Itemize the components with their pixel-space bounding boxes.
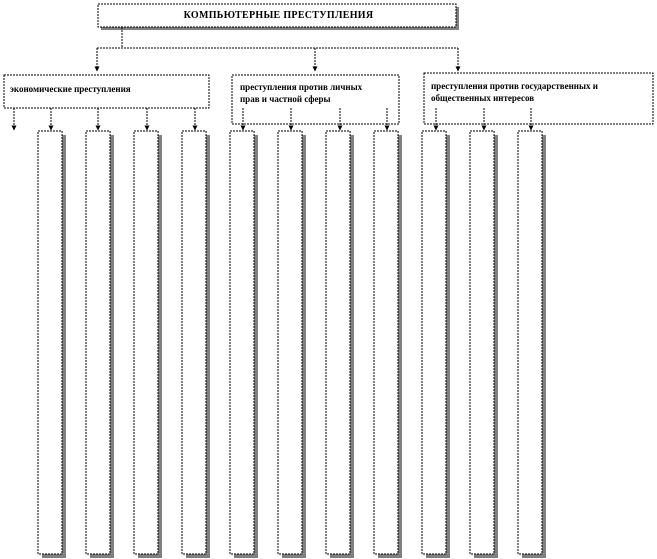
leaf-column [278,131,306,558]
category-label-economic: экономические преступления [10,84,131,94]
leaf-columns [38,131,546,558]
leaf-column [86,131,114,558]
category-label-state: преступления против государственных и общественных интересов [431,81,598,103]
leaf-column [38,131,66,558]
root-connectors [97,27,458,71]
leaf-column [326,131,354,558]
root-title: КОМПЬЮТЕРНЫЕ ПРЕСТУПЛЕНИЯ [183,10,374,21]
leaf-column [374,131,402,558]
leaf-column [470,131,498,558]
leaf-column [134,131,162,558]
category-label-personal: преступления против личных прав и частной сферы [240,82,363,104]
leaf-column [422,131,450,558]
leaf-column [518,131,546,558]
leaf-column [230,131,258,558]
leaf-column [182,131,210,558]
